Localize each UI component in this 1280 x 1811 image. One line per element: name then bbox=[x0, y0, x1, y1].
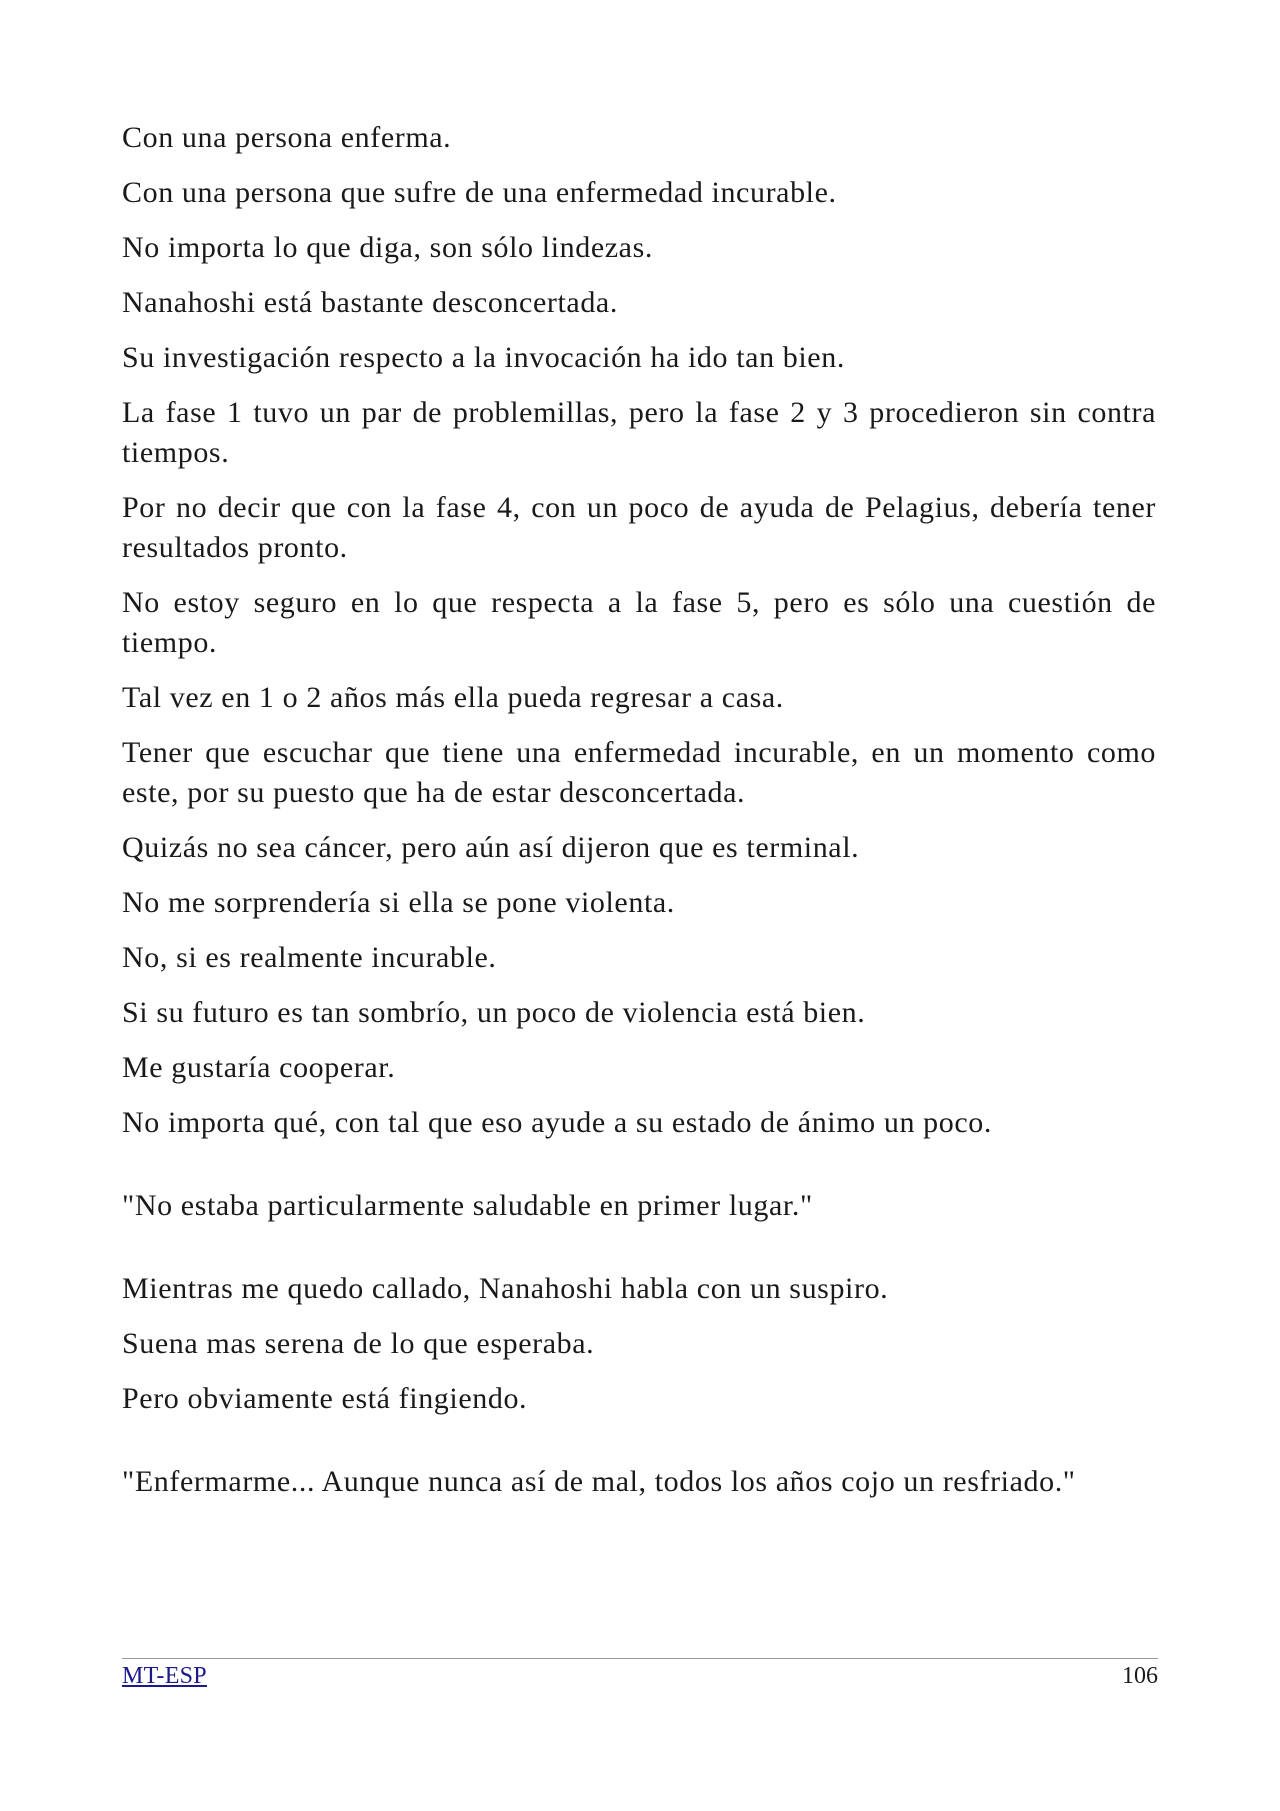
paragraph: No importa qué, con tal que eso ayude a su estado de ánimo un poco. bbox=[122, 1106, 992, 1139]
paragraph: No, si es realmente incurable. bbox=[122, 941, 497, 974]
footer-link[interactable]: MT-ESP bbox=[122, 1663, 207, 1689]
paragraph: Tal vez en 1 o 2 años más ella pueda regresar a casa. bbox=[122, 681, 784, 714]
page-number: 106 bbox=[1122, 1663, 1158, 1689]
paragraph: Pero obviamente está fingiendo. bbox=[122, 1382, 528, 1415]
paragraph: La fase 1 tuvo un par de problemillas, pero la fase 2 y 3 procedieron sin contra tiempos. bbox=[122, 396, 1156, 469]
paragraph: Con una persona que sufre de una enfermedad incurable. bbox=[122, 176, 837, 209]
paragraph: Me gustaría cooperar. bbox=[122, 1051, 396, 1084]
dialogue-line: "No estaba particularmente saludable en primer lugar." bbox=[122, 1189, 813, 1222]
body-text bbox=[122, 118, 1156, 1517]
paragraph: Tener que escuchar que tiene una enfermedad incurable, en un momento como este, por su puesto que ha de estar desconcertada. bbox=[122, 736, 1156, 809]
paragraph: Con una persona enferma. bbox=[122, 121, 452, 154]
page-footer bbox=[122, 1658, 1158, 1699]
paragraph: No me sorprendería si ella se pone violenta. bbox=[122, 886, 675, 919]
paragraph: Quizás no sea cáncer, pero aún así dijeron que es terminal. bbox=[122, 831, 860, 864]
paragraph: No estoy seguro en lo que respecta a la fase 5, pero es sólo una cuestión de tiempo. bbox=[122, 586, 1156, 659]
paragraph: Suena mas serena de lo que esperaba. bbox=[122, 1327, 595, 1360]
paragraph: No importa lo que diga, son sólo lindezas. bbox=[122, 231, 653, 264]
dialogue-line: "Enfermarme... Aunque nunca así de mal, todos los años cojo un resfriado." bbox=[122, 1465, 1076, 1498]
paragraph: Si su futuro es tan sombrío, un poco de violencia está bien. bbox=[122, 996, 866, 1029]
paragraph: Nanahoshi está bastante desconcertada. bbox=[122, 286, 618, 319]
paragraph: Por no decir que con la fase 4, con un poco de ayuda de Pelagius, debería tener resultados pronto. bbox=[122, 491, 1156, 564]
paragraph: Mientras me quedo callado, Nanahoshi habla con un suspiro. bbox=[122, 1272, 889, 1305]
paragraph: Su investigación respecto a la invocación ha ido tan bien. bbox=[122, 341, 845, 374]
